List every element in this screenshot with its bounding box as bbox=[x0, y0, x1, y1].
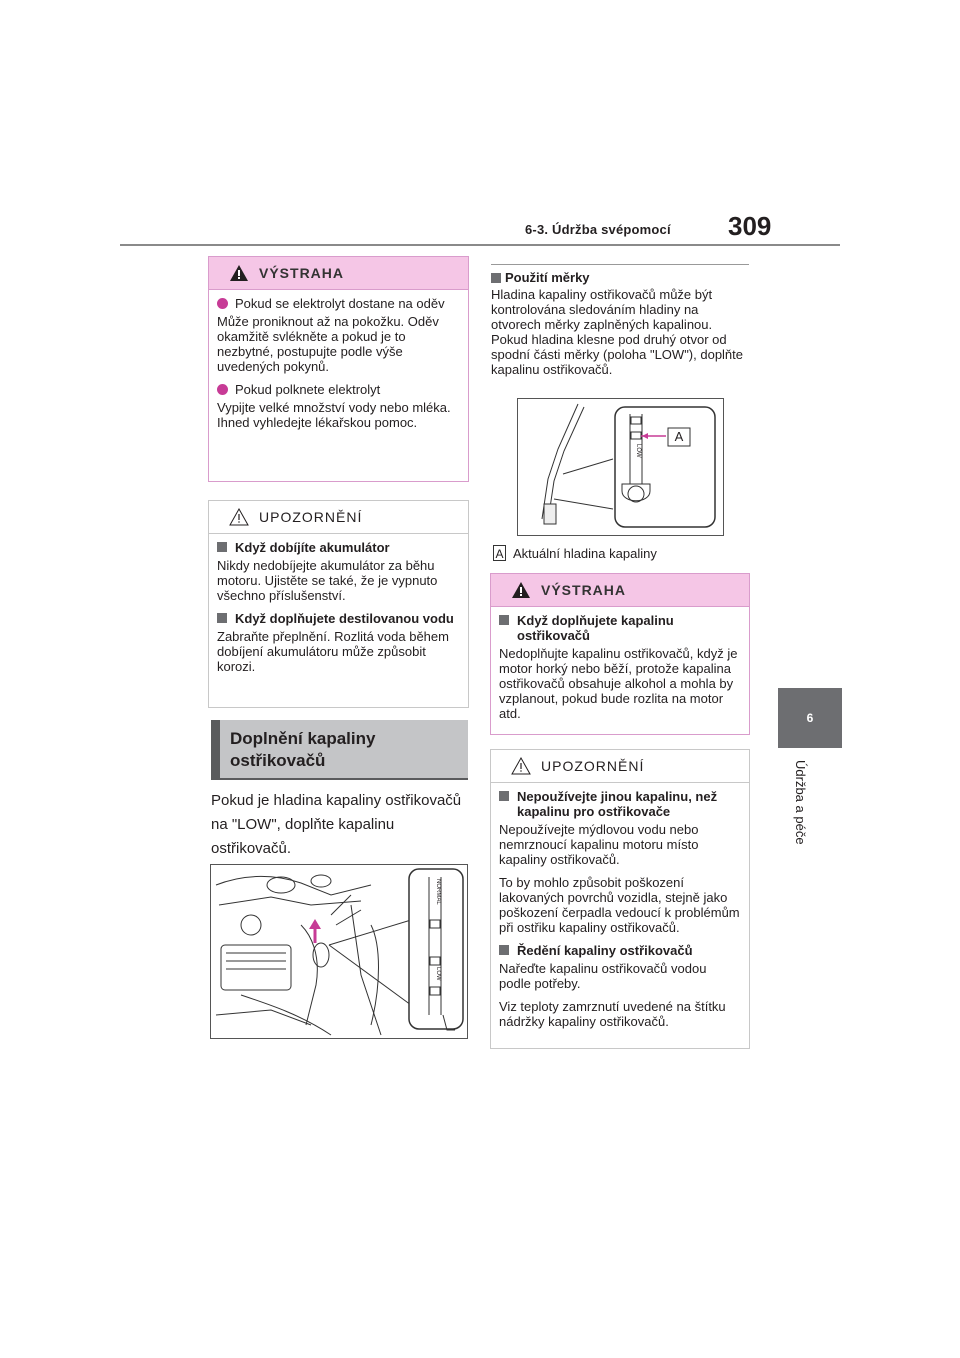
warning-title: VÝSTRAHA bbox=[541, 582, 627, 598]
section-title: 6-3. Údržba svépomocí bbox=[525, 222, 671, 237]
notice-header bbox=[209, 501, 468, 534]
low-label: LOW bbox=[435, 967, 441, 981]
warning-header bbox=[209, 257, 468, 290]
notice-text: Zabraňte přeplnění. Rozlitá voda během dobíjení akumulátoru může způsobit korozi. bbox=[217, 629, 449, 674]
bullet-icon bbox=[499, 615, 509, 625]
notice-title: UPOZORNĚNÍ bbox=[541, 758, 645, 774]
engine-bay-illustration bbox=[210, 864, 468, 1039]
notice-item: Když dobíjíte akumulátor bbox=[217, 540, 460, 555]
warning-text: Nedoplňujte kapalinu ostřikovačů, když je motor horký nebo běží, protože kapalina ostřikovačů obsahuje alkohol a mohla by vzplanout, pokud bude rozlita na motor atd. bbox=[499, 646, 738, 721]
header-rule bbox=[120, 244, 840, 246]
gauge-text: Hladina kapaliny ostřikovačů může být kontrolována sledováním hladiny na otvorech měrky zaplněných kapalinou. Pokud hladina klesne pod druhý otvor od spodní části měrky (poloha "LOW"), doplňte kapalinu ostřikovačů. bbox=[491, 287, 744, 377]
warning-title: VÝSTRAHA bbox=[259, 265, 345, 281]
bullet-icon bbox=[217, 384, 228, 395]
warning-item: Pokud polknete elektrolyt bbox=[217, 382, 460, 397]
caution-triangle-icon bbox=[229, 508, 249, 526]
caution-triangle-icon bbox=[511, 757, 531, 775]
warning-box-washer-fluid bbox=[490, 573, 750, 735]
warning-triangle-icon bbox=[511, 581, 531, 599]
warning-box-electrolyte bbox=[208, 256, 469, 482]
warning-text: Může proniknout až na pokožku. Oděv okamžitě svlékněte a pokud je to nezbytné, postupujte podle výše uvedených pokynů. bbox=[217, 314, 439, 374]
dipstick-drawing bbox=[518, 399, 724, 536]
normal-label: NORMAL bbox=[435, 879, 441, 905]
bullet-icon bbox=[217, 298, 228, 309]
notice-text: Nařeďte kapalinu ostřikovačů vodou podle potřeby. bbox=[499, 961, 707, 991]
bullet-icon bbox=[499, 945, 509, 955]
gauge-heading: Použití měrky bbox=[491, 270, 749, 285]
label-a-box: A bbox=[493, 545, 506, 561]
bullet-icon bbox=[491, 273, 501, 283]
notice-text: Nikdy nedobíjejte akumulátor za běhu motoru. Ujistěte se také, že je vypnuto všechno příslušenství. bbox=[217, 558, 438, 603]
right-rule bbox=[491, 264, 749, 265]
warning-item: Pokud se elektrolyt dostane na oděv bbox=[217, 296, 460, 311]
notice-box-charging bbox=[208, 500, 469, 708]
warning-header bbox=[491, 574, 749, 607]
label-a-text: Aktuální hladina kapaliny bbox=[513, 546, 657, 561]
section-body: Pokud je hladina kapaliny ostřikovačů na "LOW", doplňte kapalinu ostřikovačů. bbox=[211, 792, 462, 857]
bullet-icon bbox=[499, 791, 509, 801]
notice-title: UPOZORNĚNÍ bbox=[259, 509, 363, 525]
notice-item: Když doplňujete destilovanou vodu bbox=[217, 611, 460, 626]
notice-text: To by mohlo způsobit poškození lakovaných povrchů vozidla, stejně jako poškození čerpadla vedoucí k problémům při ostřiku kapaliny ostřikovačů. bbox=[499, 875, 740, 935]
low-label: LOW bbox=[635, 444, 641, 458]
warning-item: Když doplňujete kapalinu ostřikovačů bbox=[499, 613, 741, 643]
notice-item: Ředění kapaliny ostřikovačů bbox=[499, 943, 741, 958]
bullet-icon bbox=[217, 542, 227, 552]
notice-text: Viz teploty zamrznutí uvedené na štítku nádržky kapaliny ostřikovačů. bbox=[499, 999, 726, 1029]
notice-box-washer-fluid bbox=[490, 749, 750, 1049]
dipstick-illustration bbox=[517, 398, 724, 536]
callout-a: A bbox=[674, 429, 684, 444]
section-heading: Doplnění kapaliny ostřikovačů bbox=[211, 720, 468, 778]
section-rule bbox=[211, 778, 468, 780]
notice-header bbox=[491, 750, 749, 783]
page-number: 309 bbox=[728, 211, 772, 241]
warning-text: Vypijte velké množství vody nebo mléka. Ihned vyhledejte lékařskou pomoc. bbox=[217, 400, 451, 430]
chapter-label: Údržba a péče bbox=[793, 760, 808, 845]
notice-item: Nepoužívejte jinou kapalinu, než kapalinu pro ostřikovače bbox=[499, 789, 741, 819]
bullet-icon bbox=[217, 613, 227, 623]
chapter-tab: 6 bbox=[778, 688, 842, 748]
notice-text: Nepoužívejte mýdlovou vodu nebo nemrznoucí kapalinu motoru místo kapaliny ostřikovačů. bbox=[499, 822, 699, 867]
warning-triangle-icon bbox=[229, 264, 249, 282]
